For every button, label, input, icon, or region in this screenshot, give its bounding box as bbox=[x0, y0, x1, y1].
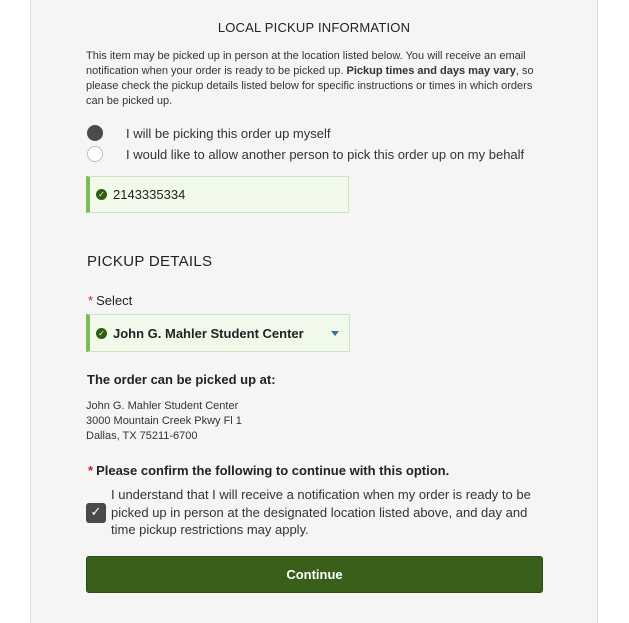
section-heading: LOCAL PICKUP INFORMATION bbox=[217, 20, 411, 35]
required-asterisk: * bbox=[88, 463, 94, 478]
radio-option-other[interactable] bbox=[87, 146, 524, 162]
required-asterisk: * bbox=[88, 293, 94, 308]
confirm-checkbox[interactable]: ✓ bbox=[86, 503, 106, 523]
confirm-label bbox=[88, 463, 449, 478]
pickup-panel bbox=[30, 0, 598, 623]
address-line: 3000 Mountain Creek Pkwy Fl 1 bbox=[86, 415, 242, 427]
phone-field[interactable] bbox=[86, 176, 349, 213]
intro-text-start: This item may be picked up in person at the location listed below. You will receive an email notification when your order is ready to be picked up. bbox=[86, 50, 526, 77]
pickup-at-heading: The order can be picked up at: bbox=[87, 372, 276, 387]
location-select-label bbox=[88, 293, 132, 308]
radio-label-self[interactable]: I will be picking this order up myself bbox=[126, 125, 331, 141]
confirm-label-text: Please confirm the following to continue with this option. bbox=[96, 463, 450, 478]
location-select[interactable] bbox=[86, 314, 350, 352]
continue-button[interactable]: Continue bbox=[86, 556, 543, 593]
intro-text bbox=[86, 49, 546, 109]
radio-option-self[interactable] bbox=[87, 125, 330, 141]
radio-button-selected[interactable] bbox=[87, 125, 103, 141]
valid-check-icon: ✓ bbox=[96, 328, 107, 339]
radio-button-unselected[interactable] bbox=[87, 146, 103, 162]
location-select-value[interactable]: John G. Mahler Student Center bbox=[113, 325, 304, 341]
address-line: John G. Mahler Student Center bbox=[86, 400, 239, 412]
chevron-down-icon[interactable] bbox=[331, 331, 339, 336]
select-label-text: Select bbox=[96, 293, 133, 308]
radio-label-other[interactable]: I would like to allow another person to pick this order up on my behalf bbox=[126, 146, 525, 162]
intro-text-bold: Pickup times and days may vary bbox=[346, 65, 516, 77]
phone-value[interactable]: 2143335334 bbox=[113, 187, 186, 202]
pickup-details-title: PICKUP DETAILS bbox=[87, 253, 213, 270]
pickup-address bbox=[86, 399, 242, 444]
valid-check-icon: ✓ bbox=[96, 189, 107, 200]
address-line: Dallas, TX 75211-6700 bbox=[86, 430, 198, 442]
intro-text-end: , so please check the pickup details listed below for specific instructions or times in which orders can be picked up. bbox=[86, 65, 534, 107]
confirm-text[interactable]: I understand that I will receive a notification when my order is ready to be picked up in person at the designated location listed above, and day and time pickup restrictions may apply. bbox=[111, 487, 531, 537]
